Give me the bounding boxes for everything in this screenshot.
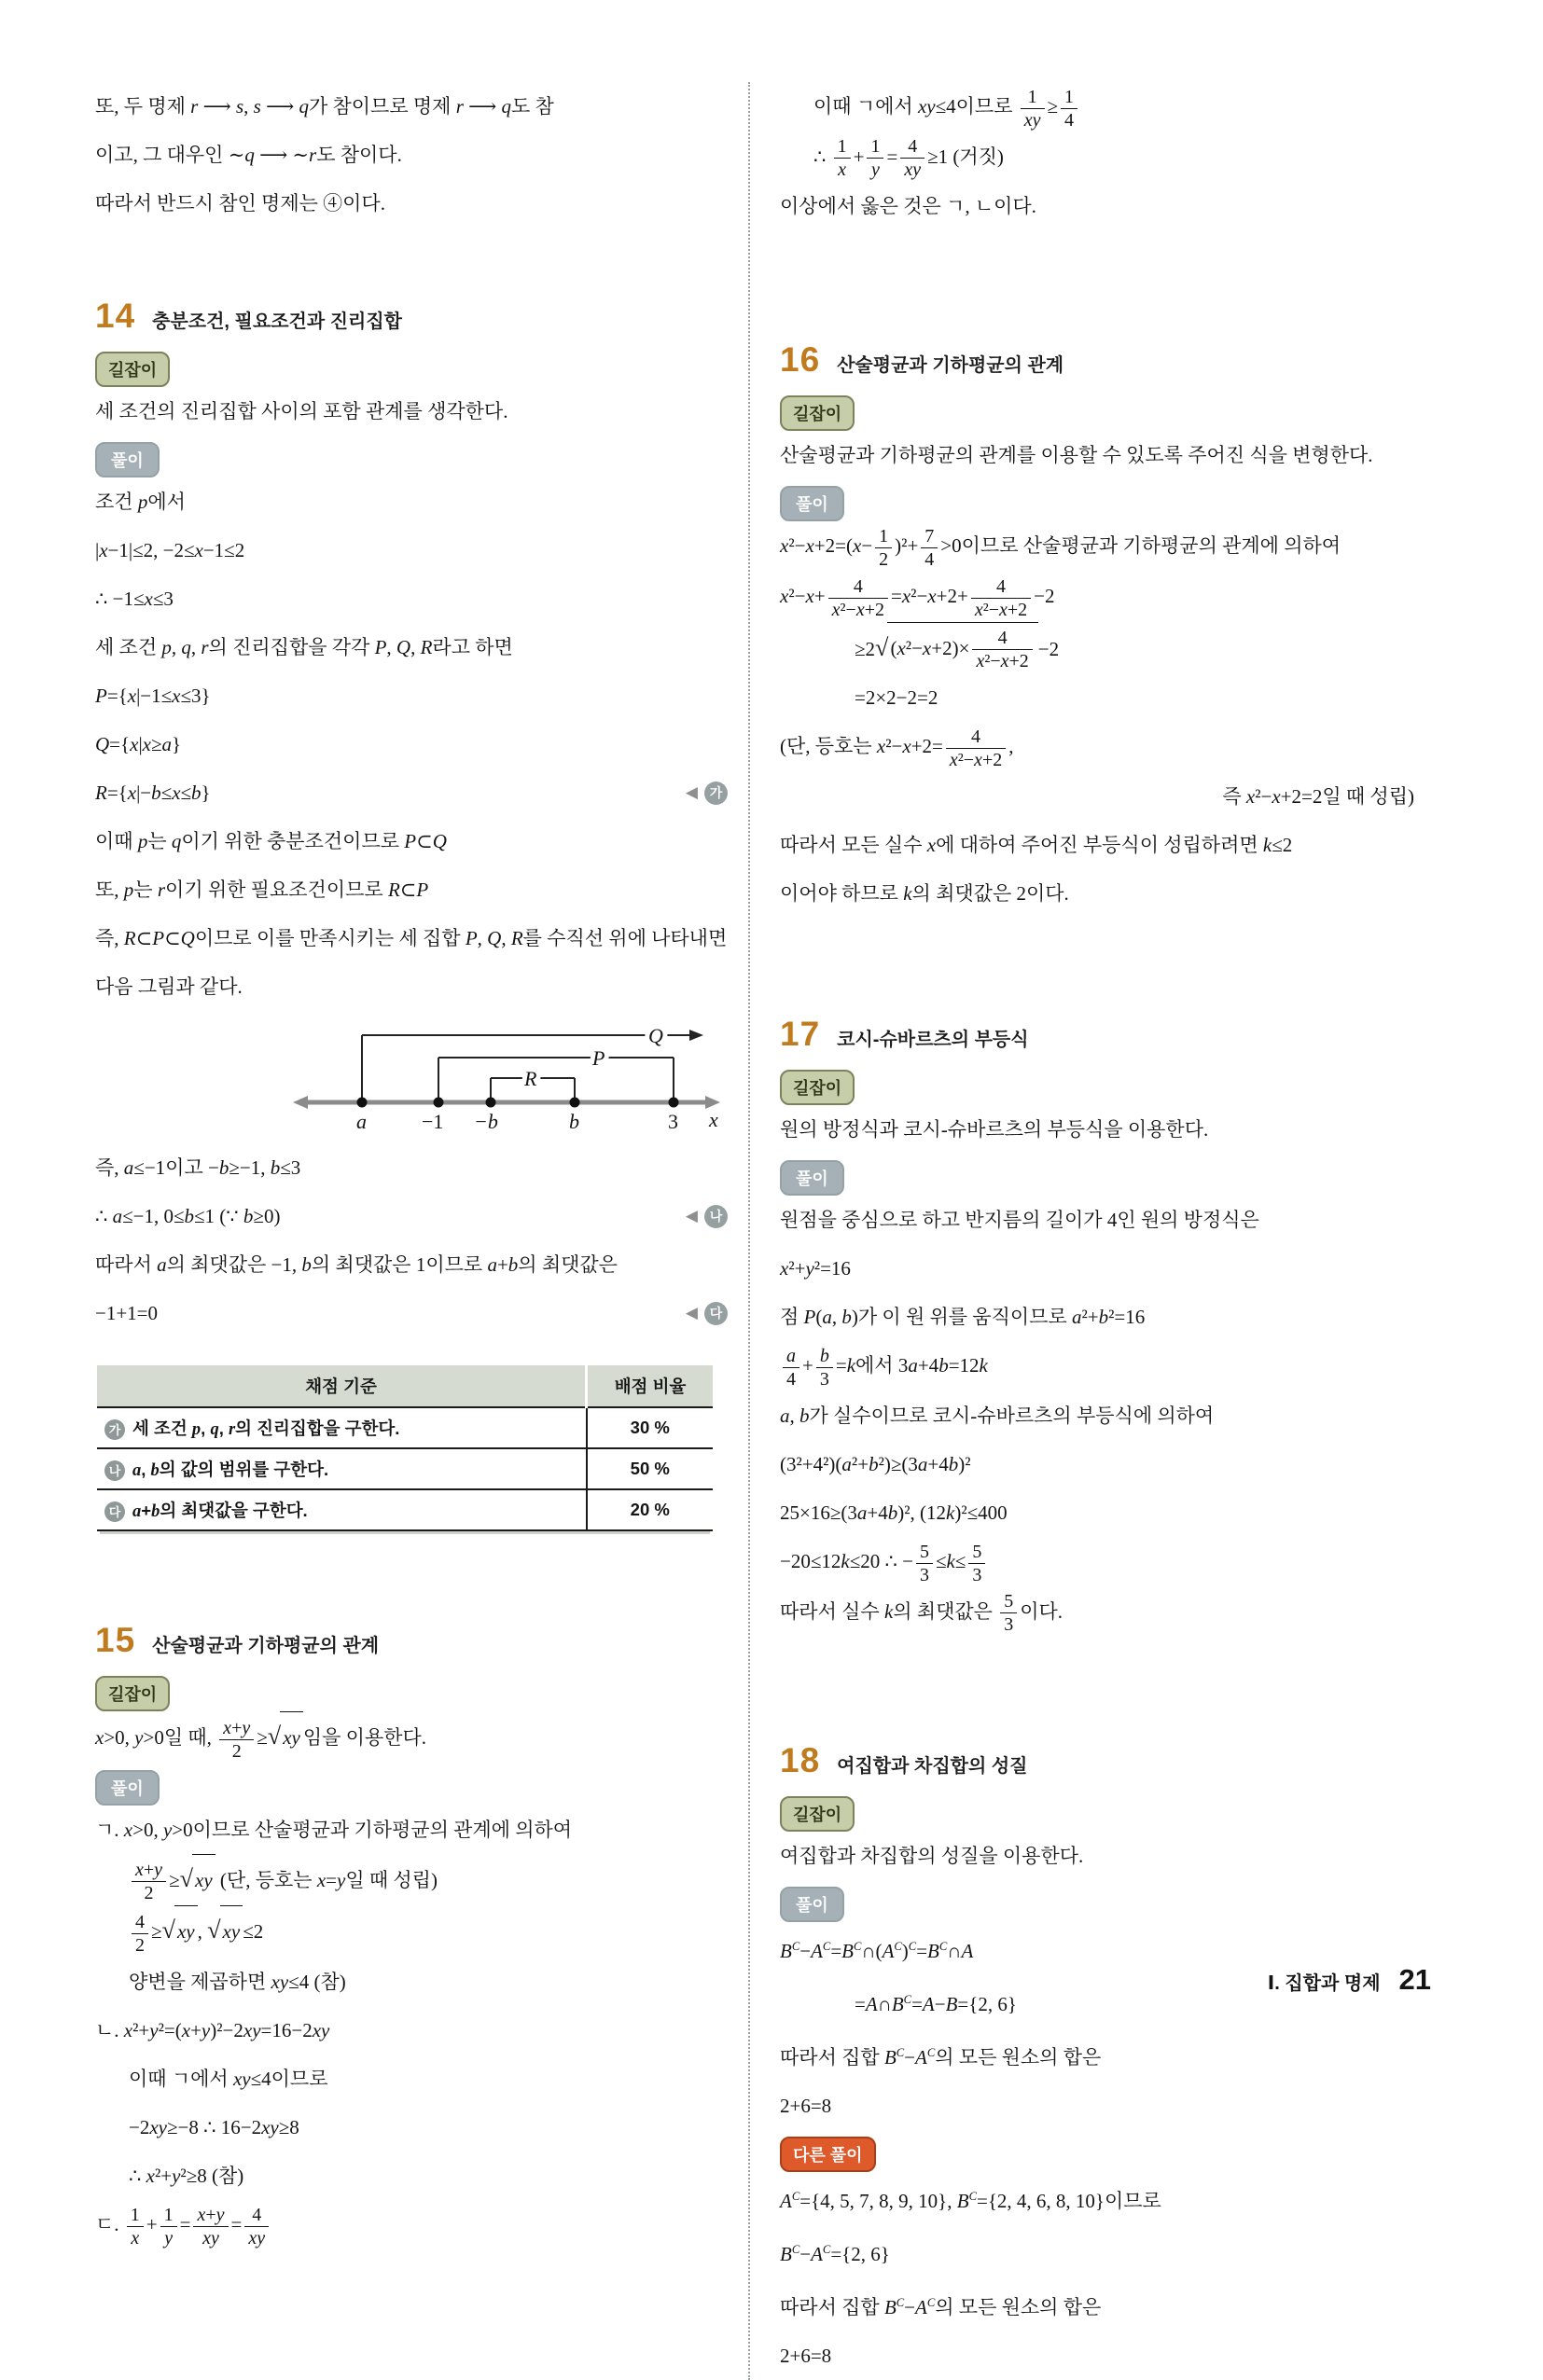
number-line-figure xyxy=(95,1017,728,1136)
step-badge: 가 xyxy=(104,1419,125,1440)
solution-line: 즉, R⊂P⊂Q이므로 이를 만족시키는 세 집합 P, Q, R를 수직선 위에 나타내면 다음 그림과 같다. xyxy=(95,927,728,998)
solution-line: $\frac{a}{4}$ + $\frac{b}{3}$ =k에서 3a+4b=12k xyxy=(780,1341,1439,1391)
guide-text: x>0, y>0일 때, $\frac{x+y}{2}$ ≥ √ xy 임을 이용한다. xyxy=(95,1711,728,1764)
alt-solution-badge: 다른 풀이 xyxy=(780,2137,876,2172)
solution-line: Q={x|x≥a} xyxy=(95,733,182,755)
solution-line: 따라서 a의 최댓값은 −1, b의 최댓값은 1이므로 a+b의 최댓값은 xyxy=(95,1253,618,1276)
tick-3: 3 xyxy=(668,1110,678,1133)
solution-line: x²+y²=16 xyxy=(780,1257,851,1280)
solution-line: 따라서 실수 k의 최댓값은 $\frac{5}{3}$ 이다. xyxy=(780,1591,1063,1636)
solution-row xyxy=(95,1764,728,1854)
page-footer xyxy=(1268,1963,1431,1997)
table-header-row xyxy=(97,1365,713,1407)
problem-17 xyxy=(780,1015,1439,1637)
solution-lines xyxy=(95,1143,728,1337)
solution-row xyxy=(780,479,1439,572)
guide-text: 산술평균과 기하평균의 관계를 이용할 수 있도록 주어진 식을 변형한다. xyxy=(780,444,1373,467)
solution-line: 또, p는 r이기 위한 필요조건이므로 R⊂P xyxy=(95,879,429,901)
table-row xyxy=(97,1407,713,1448)
solution-lines xyxy=(95,526,728,1011)
marker-triangle-icon: ◀ xyxy=(685,783,698,802)
alt-solution-lead: $A^C=\{4$, 5, 7, 8, 9, 10}, $B^C=\{2$, 4, 6, 8, 10}이므로 xyxy=(780,2190,1161,2213)
guide-badge: 길잡이 xyxy=(780,1070,855,1105)
set-p-label: P xyxy=(592,1046,605,1070)
solution-line: ∴ x²+y²≥8 (참) xyxy=(129,2165,244,2188)
guide-text: 세 조건의 진리집합 사이의 포함 관계를 생각한다. xyxy=(95,400,508,422)
solution-row xyxy=(780,1880,1439,1975)
tick-minus1: −1 xyxy=(422,1110,444,1133)
guide-badge: 길잡이 xyxy=(780,395,855,431)
solution-line: P={x|−1≤x≤3} xyxy=(95,685,211,707)
tick-minusb: −b xyxy=(474,1110,498,1133)
solution-line: ∴ $\frac{1}{x}$ + $\frac{1}{y}$ = $\frac{4}{xy}$ ≥1 (거짓) xyxy=(813,136,1004,181)
solution-badge: 풀이 xyxy=(780,486,844,521)
solution-line: −1+1=0 ◀ 다 xyxy=(95,1289,728,1337)
step-marker xyxy=(686,768,728,817)
solution-line: ∴ a≤−1, 0≤b≤1 (∵ b≥0) ◀ 나 xyxy=(95,1192,728,1240)
problem-title: 코시-슈바르츠의 부등식 xyxy=(837,1030,1029,1051)
solution-lines xyxy=(95,1854,728,2250)
solution-lead: 조건 p에서 xyxy=(95,491,186,513)
guide-text: 여집합과 차집합의 성질을 이용한다. xyxy=(780,1845,1084,1868)
solution-line: 이어야 하므로 k의 최댓값은 2이다. xyxy=(780,882,1069,906)
left-column xyxy=(95,82,748,2380)
solution-lead: 원점을 중심으로 하고 반지름의 길이가 4인 원의 방정식은 xyxy=(780,1209,1259,1232)
step-badge: 다 xyxy=(104,1501,125,1522)
solution-line: 양변을 제곱하면 xy≤4 (참) xyxy=(129,1971,346,1994)
problem-title: 충분조건, 필요조건과 진리집합 xyxy=(152,311,402,332)
problem-title: 산술평균과 기하평균의 관계 xyxy=(152,1636,380,1656)
score-ratio: 30 % xyxy=(587,1407,714,1448)
criteria-text: a+b의 최댓값을 구한다. xyxy=(132,1501,308,1521)
guide-badge: 길잡이 xyxy=(95,1676,170,1711)
step-marker xyxy=(686,1192,728,1240)
guide-row xyxy=(95,1669,728,1764)
solution-line: 이때 ㄱ에서 xy≤4이므로 xyxy=(129,2068,328,2091)
solution-line: a, b가 실수이므로 코시-슈바르츠의 부등식에 의하여 xyxy=(780,1404,1215,1427)
solution-line: ㄷ. $\frac{1}{x}$ + $\frac{1}{y}$ = $\frac{x+y}{xy}$ = $\frac{4}{xy}$ xyxy=(95,2200,728,2250)
solution-line: −20≤12k≤20 ∴ − $\frac{5}{3}$ ≤k≤ $\frac{5}{3}$ xyxy=(780,1537,1439,1587)
problem-title: 산술평균과 기하평균의 관계 xyxy=(837,355,1064,377)
solution-line: 이때 p는 q이기 위한 충분조건이므로 P⊂Q xyxy=(95,830,447,852)
solution-line: 2+6=8 xyxy=(780,2095,832,2118)
solution-badge: 풀이 xyxy=(95,1770,160,1806)
problem-18 xyxy=(780,1741,1439,2380)
solution-line: $=A\cap B^C=A-B=\{2$, 6} xyxy=(855,1993,1017,2016)
alt-solution-row xyxy=(780,2130,1439,2225)
number-line-diagram xyxy=(289,1017,728,1136)
guide-row xyxy=(780,1063,1439,1154)
score-ratio: 20 % xyxy=(587,1489,714,1530)
solution-line: 이고, 그 대우인 ∼q ⟶ ∼r도 참이다. xyxy=(95,144,402,166)
solution-badge: 풀이 xyxy=(95,442,160,477)
problem-header xyxy=(780,340,1439,380)
problem-header xyxy=(95,297,728,336)
solution-line: 이상에서 옳은 것은 ㄱ, ㄴ이다. xyxy=(780,195,1036,218)
problem-header xyxy=(780,1015,1439,1054)
set-q-label: Q xyxy=(648,1024,663,1047)
solution-line: x²−x+ $\frac{4}{\text{x²−x+2}}$ =x²−x+2+ $\frac{4}{\text{x²−x+2}}$ −2 xyxy=(780,575,1055,620)
solution-line: ≥2 √ (x²−x+2)× $\frac{4}{\text{x²−x+2}}$ −2 xyxy=(780,622,1439,674)
problem15-continuation xyxy=(780,82,1439,230)
solution-line: =2×2−2=2 xyxy=(855,686,938,710)
solution-line: 따라서 반드시 참인 명제는 ④이다. xyxy=(95,192,385,214)
guide-text: 원의 방정식과 코시-슈바르츠의 부등식을 이용한다. xyxy=(780,1118,1209,1142)
problem-number: 14 xyxy=(95,297,136,335)
guide-badge: 길잡이 xyxy=(95,352,170,387)
solution-line: 즉, a≤−1이고 −b≥−1, b≤3 xyxy=(95,1156,301,1179)
solution-line: ㄴ. x²+y²=(x+y)²−2xy=16−2xy xyxy=(95,2019,330,2042)
marker-triangle-icon: ◀ xyxy=(685,1207,698,1225)
problem13-conclusion xyxy=(95,82,728,228)
solution-line: 2+6=8 xyxy=(780,2345,832,2368)
solution-line: 세 조건 p, q, r의 진리집합을 각각 P, Q, R라고 하면 xyxy=(95,636,513,658)
solution-line: $B^C-A^C=\{2$, 6} xyxy=(780,2243,890,2266)
solution-lines xyxy=(780,572,1439,918)
solution-badge: 풀이 xyxy=(780,1887,844,1922)
problem-title: 여집합과 차집합의 성질 xyxy=(837,1756,1028,1778)
table-row xyxy=(97,1448,713,1489)
guide-row xyxy=(780,389,1439,479)
solution-lead: $B^C-A^C=B^C\cap(A^C)^C=B^C\cap A$ xyxy=(780,1940,974,1963)
problem-number: 15 xyxy=(95,1621,136,1659)
solution-line: (3²+4²)(a²+b²)≥(3a+4b)² xyxy=(780,1452,971,1475)
criteria-text: a, b의 값의 범위를 구한다. xyxy=(132,1460,329,1480)
alt-solution-lines xyxy=(780,2225,1439,2380)
solution-line: 점 P(a, b)가 이 원 위를 움직이므로 a²+b²=16 xyxy=(780,1306,1146,1329)
problem-number: 17 xyxy=(780,1015,821,1054)
score-ratio: 50 % xyxy=(587,1448,714,1489)
problem-14 xyxy=(95,297,728,1531)
guide-badge: 길잡이 xyxy=(780,1796,855,1832)
step-badge: 다 xyxy=(704,1302,728,1325)
page-number: 21 xyxy=(1398,1963,1431,1996)
solution-line: −2xy≥−8 ∴ 16−2xy≥8 xyxy=(129,2116,299,2139)
step-badge: 나 xyxy=(704,1205,728,1228)
axis-x-label: x xyxy=(709,1108,718,1131)
set-r-label: R xyxy=(524,1067,537,1090)
solution-line: (단, 등호는 x²−x+2= $\frac{4}{\text{x²−x+2}}$ , xyxy=(780,726,1014,771)
solution-line: 25×16≥(3a+4b)², (12k)²≤400 xyxy=(780,1501,1008,1524)
guide-row xyxy=(780,1790,1439,1880)
solution-row xyxy=(95,436,728,526)
problem-15 xyxy=(95,1621,728,2250)
solution-line: ∴ −1≤x≤3 xyxy=(95,588,174,610)
solution-lead: x²−x+2=(x− $\frac{1}{2}$ )²+ $\frac{7}{4}$ >0이므로 산술평균과 기하평균의 관계에 의하여 xyxy=(780,526,1341,571)
problem-header xyxy=(95,1621,728,1660)
solution-line: 따라서 집합 $B^C-A^C$의 모든 원소의 합은 xyxy=(780,2046,1102,2069)
solution-line: $\frac{x+y}{2}$ ≥ √ xy (단, 등호는 x=y일 때 성립) xyxy=(95,1854,728,1906)
solution-line: 즉 x²−x+2=2일 때 성립) xyxy=(1222,785,1414,809)
step-badge: 나 xyxy=(104,1460,125,1481)
solution-line: R={x|−b≤x≤b} ◀ 가 xyxy=(95,768,728,817)
problem-number: 18 xyxy=(780,1741,821,1780)
solution-lines xyxy=(780,1975,1439,2130)
right-column xyxy=(748,82,1439,2380)
problem-number: 16 xyxy=(780,340,821,380)
marker-triangle-icon: ◀ xyxy=(685,1304,698,1322)
solution-line: |x−1|≤2, −2≤x−1≤2 xyxy=(95,539,245,561)
solution-line: 따라서 집합 $B^C-A^C$의 모든 원소의 합은 xyxy=(780,2296,1102,2319)
solution-line: 이때 ㄱ에서 xy≤4이므로 $\frac{1}{xy}$ ≥ $\frac{1}{4}$ xyxy=(780,82,1439,132)
problem-16 xyxy=(780,340,1439,918)
tick-a: a xyxy=(356,1110,367,1133)
solution-lead: ㄱ. x>0, y>0이므로 산술평균과 기하평균의 관계에 의하여 xyxy=(95,1818,573,1841)
solution-lines xyxy=(780,1244,1439,1637)
score-ratio-column-header: 배점 비율 xyxy=(587,1365,714,1407)
chapter-label: Ⅰ. 집합과 명제 xyxy=(1267,1973,1381,1994)
solution-row xyxy=(780,1154,1439,1244)
solution-line: $\frac{4}{2}$ ≥ √ xy , √ xy ≤2 xyxy=(95,1905,728,1958)
table-row xyxy=(97,1489,713,1530)
criteria-text: 세 조건 p, q, r의 진리집합을 구한다. xyxy=(132,1418,400,1439)
solution-line: 또, 두 명제 r ⟶ s, s ⟶ q가 참이므로 명제 r ⟶ q도 참 xyxy=(95,95,554,118)
tick-b: b xyxy=(569,1110,579,1133)
step-badge: 가 xyxy=(704,782,728,805)
solution-badge: 풀이 xyxy=(780,1160,844,1196)
guide-row xyxy=(95,345,728,436)
problem-header xyxy=(780,1741,1439,1780)
criteria-column-header: 채점 기준 xyxy=(97,1365,587,1407)
solution-line: 따라서 모든 실수 x에 대하여 주어진 부등식이 성립하려면 k≤2 xyxy=(780,834,1293,857)
step-marker xyxy=(686,1289,728,1337)
grading-criteria-table xyxy=(97,1365,713,1531)
